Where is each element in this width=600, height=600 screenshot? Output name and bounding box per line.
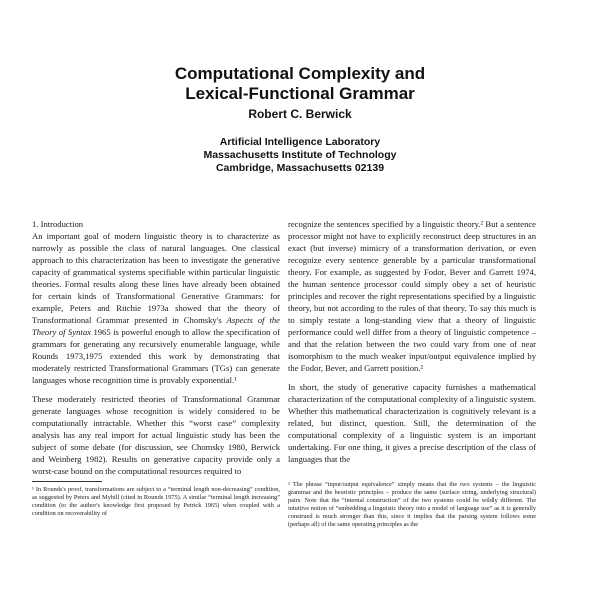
intro-paragraph-2: These moderately restricted theories of Transformational Grammar generate languages whose recognition is widely considered to be computationally intractable. Whether this “worst case” complexity analysis has any real import for actual linguistic study has been the subject of some debate (for discussion, see Chomsky 1980, Berwick and Weinberg 1982). Results on generative capacity provide only a worst-case bound on the computational resources required to: [32, 394, 280, 476]
title-line-2: Lexical-Functional Grammar: [185, 84, 415, 103]
right-paragraph-2: In short, the study of generative capacity furnishes a mathematical characterization of the computational complexity of a linguistic system. Whether this mathematical characterization is cognitively relevant is a related, but distinct, question. Still, the determination of the computational complexity of a linguistic system is an important undertaking. For one thing, it gives a precise description of the class of languages that the: [288, 382, 536, 464]
affiliation-institute: Massachusetts Institute of Technology: [203, 149, 397, 161]
footnote-1: ¹ In Rounds's proof, transformations are subject to a “terminal length non-decreasing” condition, as suggested by Peters and Myhill (cited in Rounds 1975). A similar “terminal length increasing” condition (to the author's knowledge first proposed by Petrick 1965) when coupled with a condition on recoverability of: [32, 486, 280, 517]
paper-title: [0, 64, 600, 104]
intro-paragraph-1: [32, 230, 280, 386]
right-paragraph-1: recognize the sentences specified by a linguistic theory.² But a sentence processor might not have to explicitly reconstruct deep structures in an exact (but inverse) mimicry of a transformation derivation, or even recognize every sentence generable by a particular transformational theory. For example, as suggested by Fodor, Bever and Garrett 1974, the human sentence processor could simply obey a set of heuristic principles and recover the right representations specified by a linguistic theory, but not according to the rules of that theory. To say this much is to simply restate a long-standing view that a theory of linguistic performance could well differ from a theory of linguistic competence – and that the relation between the two could vary from one of near isomorphism to the much weaker input/output equivalence implied by the Fodor, Bever, and Garrett position.²: [288, 219, 536, 373]
left-column: [32, 218, 280, 556]
affiliation-city: Cambridge, Massachusetts 02139: [215, 162, 385, 174]
footnote-2: ² The phrase “input/output equivalence” simply means that the two systems – the linguistic grammar and the heuristic principles – produce the same (surface string, underlying structural) pairs. Note that the “internal construction” of the two systems could be wildly different. The intuitive notion of “embedding a linguistic theory into a model of language use” as it is generally construed is much stronger than this, since it implies that the parsing system follows some (perhaps all) of the same operating principles as the: [288, 481, 536, 528]
intro-p1-text-b: 1965 is powerful enough to allow the specification of grammars for generating any recursively enumerable language, while Rounds 1973,1975 extended this work by demonstrating that moderately restricted Transformational Grammars (TGs) can generate languages whose recognition time is provably exponential.¹: [32, 327, 280, 385]
section-heading: 1. Introduction: [32, 219, 84, 229]
title-line-1: Computational Complexity and: [174, 64, 426, 83]
affiliation-lab: Artificial Intelligence Laboratory: [219, 136, 381, 148]
author-name: Robert C. Berwick: [248, 107, 352, 121]
right-column: [288, 218, 536, 541]
footnote-rule: [32, 481, 102, 482]
affiliation-block: [0, 136, 600, 175]
intro-p1-text-a: An important goal of modern linguistic theory is to characterize as narrowly as possible the class of natural languages. One classical approach to this characterization has been to investigate the generative capacity of grammatical systems specifiable within particular linguistic theories. Formal results along these lines have already been obtained for certain kinds of Transformational Generative Grammars: for example, Peters and Ritchie 1973a showed that the theory of Transformational Grammar presented in Chomsky's: [32, 231, 280, 325]
book-title-italic: Aspects of the Theory of Syntax: [32, 315, 280, 337]
